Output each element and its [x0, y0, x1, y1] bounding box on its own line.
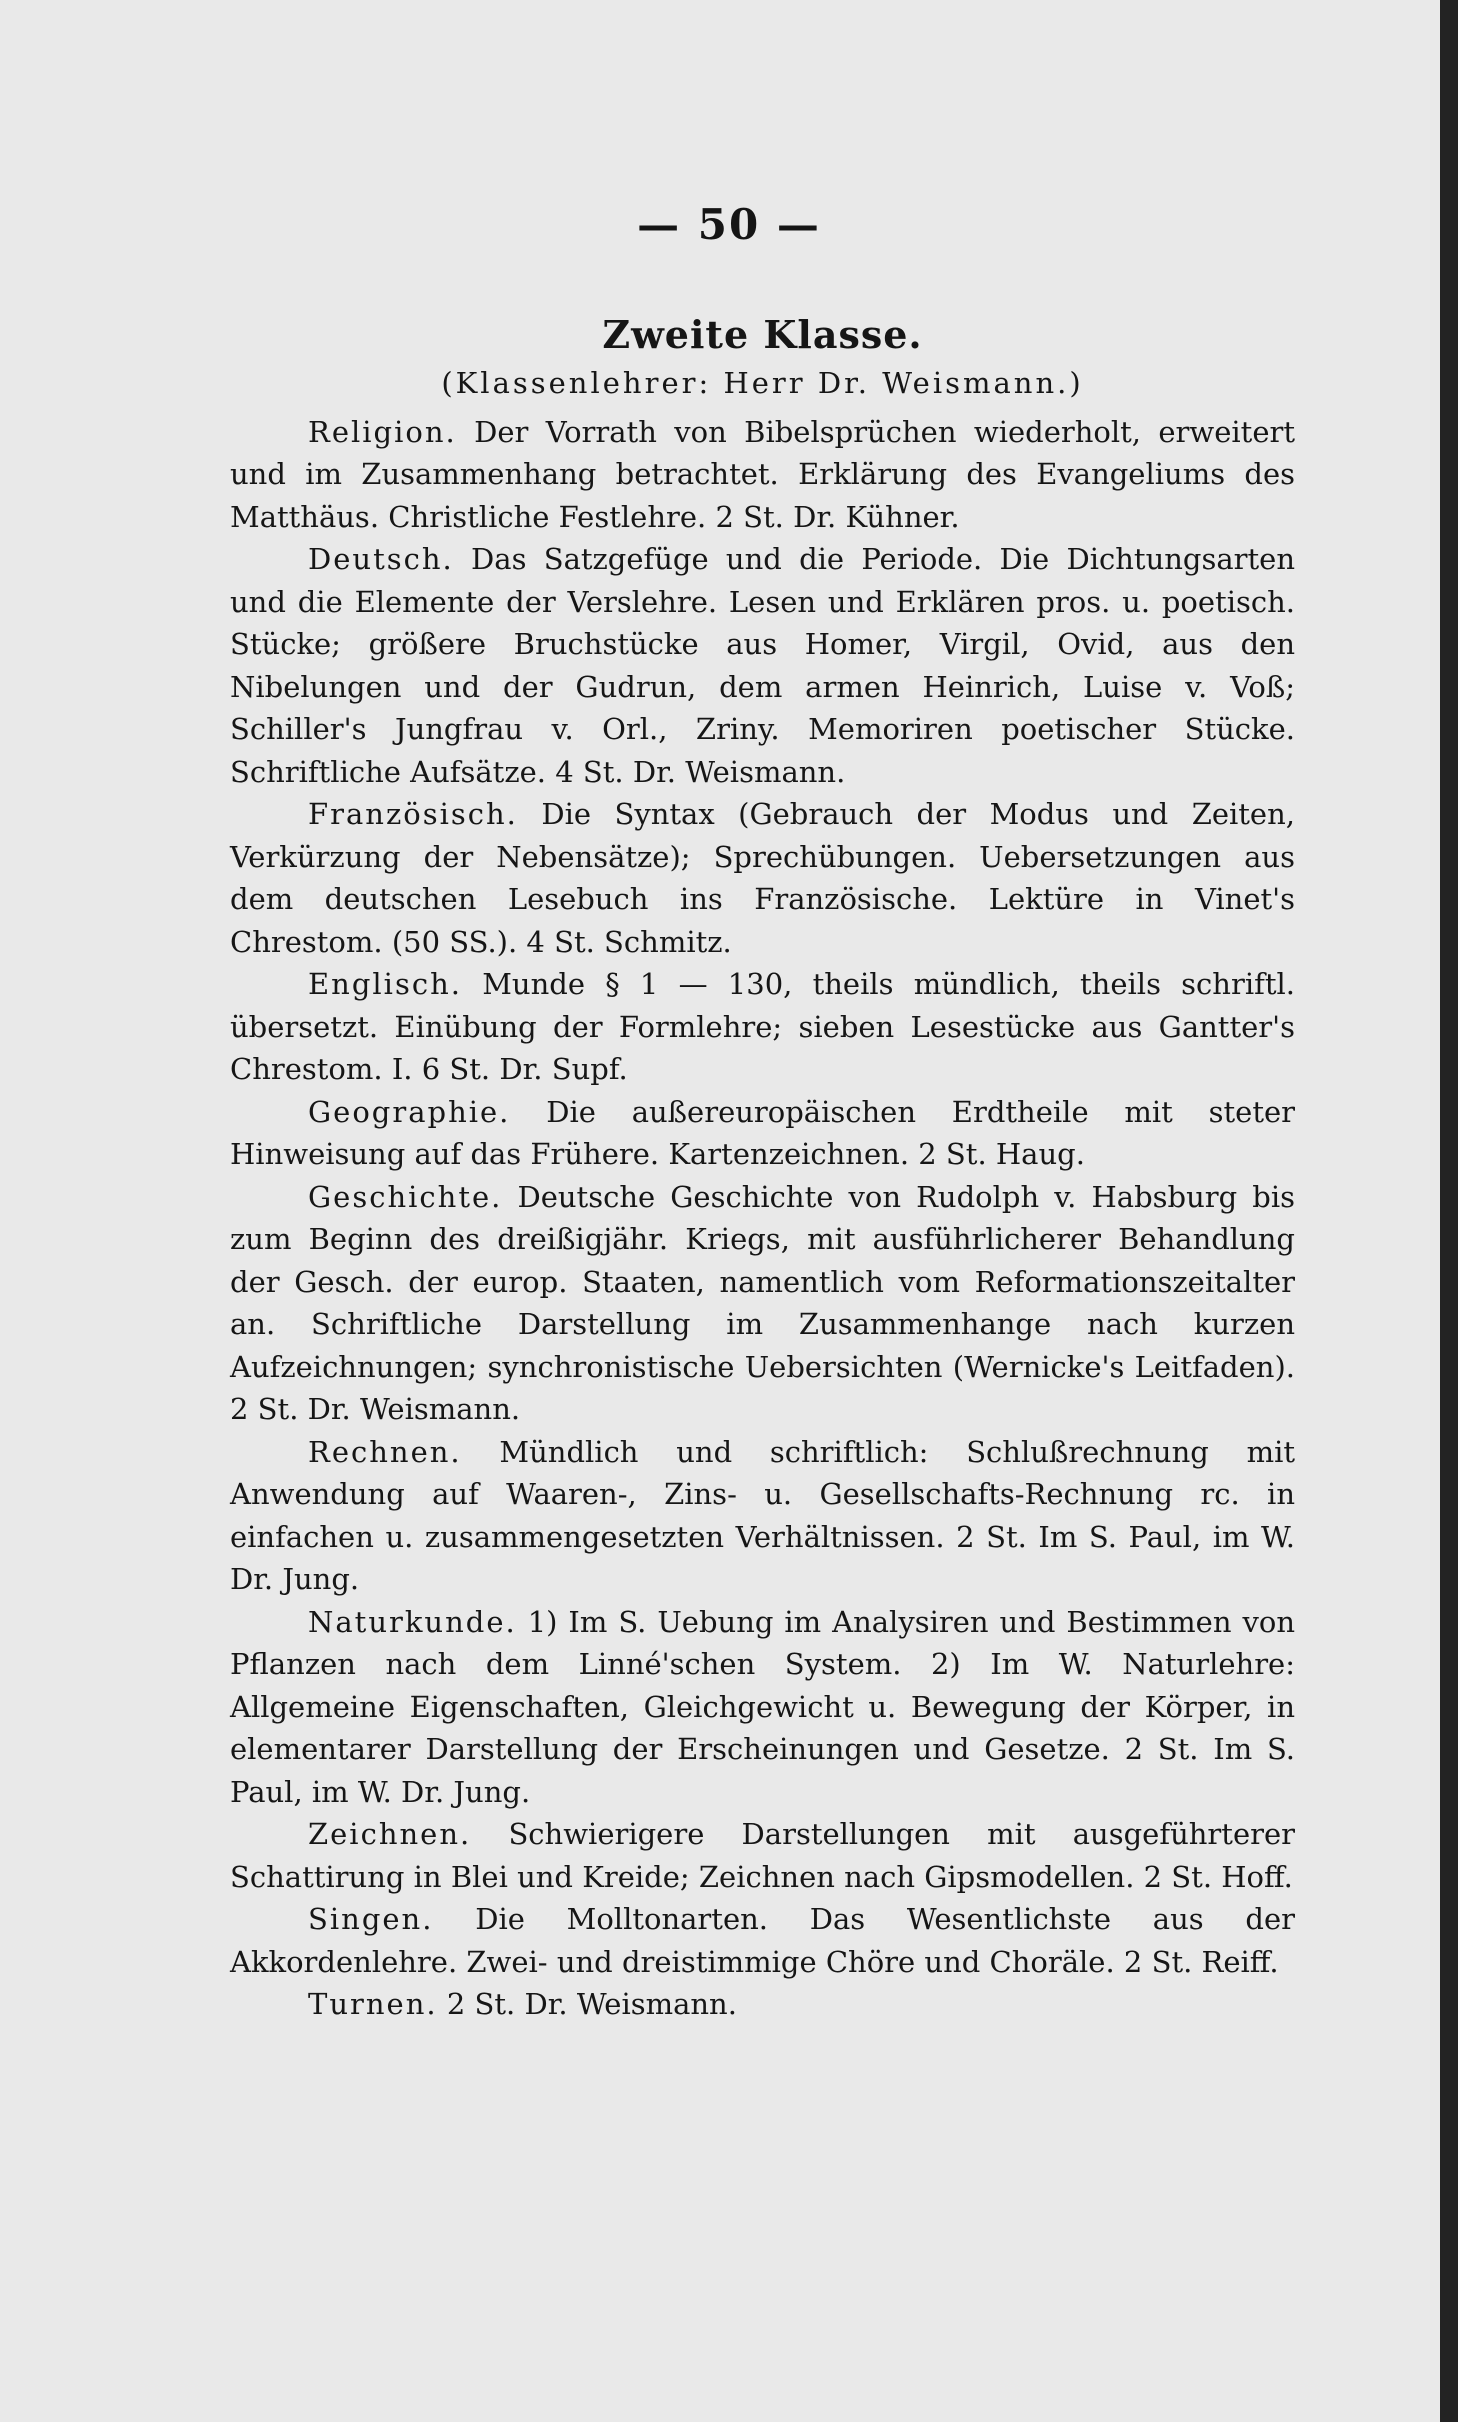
- subject-name: Naturkunde.: [308, 1604, 517, 1639]
- subject-geschichte: [230, 1176, 1295, 1431]
- subject-text: Mündlich und schriftlich: Schlußrechnung mit Anwendung auf Waaren-, Zins- u. Gesellschafts-Rechnung rc. in einfachen u. zusammengesetzten Verhältnissen. 2 St. Im S. Paul, im W. Dr. Jung.: [230, 1434, 1296, 1596]
- subject-name: Rechnen.: [308, 1434, 462, 1469]
- subject-singen: [230, 1898, 1295, 1983]
- subject-englisch: [230, 963, 1295, 1091]
- subject-naturkunde: [230, 1601, 1295, 1814]
- subject-name: Singen.: [308, 1902, 434, 1936]
- subject-name: Geographie.: [308, 1094, 511, 1129]
- subject-deutsch: [230, 538, 1295, 793]
- section-title: Zweite Klasse.: [602, 312, 923, 357]
- subject-rechnen: [230, 1431, 1295, 1601]
- subject-name: Religion.: [308, 414, 457, 449]
- subject-text: 2 St. Dr. Weismann.: [446, 1987, 737, 2021]
- subject-zeichnen: [230, 1813, 1295, 1898]
- page-edge: [1440, 0, 1458, 2422]
- subject-turnen: [230, 1983, 1295, 2026]
- subject-text: Deutsche Geschichte von Rudolph v. Habsburg bis zum Beginn des dreißigjähr. Kriegs, mit ausführlicherer Behandlung der Gesch. der europ. Staaten, namentlich vom Reformationszeitalter an. Schriftliche Darstellung im Zusammenhange nach kurzen Aufzeichnungen; synchronistische Uebersichten (Wernicke's Leitfaden). 2 St. Dr. Weismann.: [230, 1179, 1295, 1426]
- text-block: [230, 308, 1295, 2026]
- subject-name: Deutsch.: [308, 542, 454, 576]
- subject-text: Der Vorrath von Bibelsprüchen wiederholt, erweitert und im Zusammenhang betrachtet. Erklärung des Evangeliums des Matthäus. Christliche Festlehre. 2 St. Dr. Kühner.: [230, 414, 1296, 534]
- subject-name: Englisch.: [308, 967, 462, 1001]
- subject-text: Die außereuropäischen Erdtheile mit steter Hinweisung auf das Frühere. Kartenzeichnen. 2 St. Haug.: [230, 1094, 1296, 1171]
- subject-text: 1) Im S. Uebung im Analysiren und Bestimmen von Pflanzen nach dem Linné'schen System. 2) Im W. Naturlehre: Allgemeine Eigenschaften, Gleichgewicht u. Bewegung der Körper, in elementarer Darstellung der Erscheinungen und Gesetze. 2 St. Im S. Paul, im W. Dr. Jung.: [230, 1604, 1295, 1809]
- subject-text: Munde § 1 — 130, theils mündlich, theils schriftl. übersetzt. Einübung der Formlehre; sieben Lesestücke aus Gantter's Chrestom. I. 6 St. Dr. Supf.: [230, 967, 1295, 1086]
- subject-name: Französisch.: [308, 797, 518, 831]
- page-number: — 50 —: [637, 200, 821, 249]
- subject-religion: [230, 411, 1295, 539]
- subject-text: Schwierigere Darstellungen mit ausgeführterer Schattirung in Blei und Kreide; Zeichnen nach Gipsmodellen. 2 St. Hoff.: [230, 1817, 1295, 1894]
- subject-text: Das Satzgefüge und die Periode. Die Dichtungsarten und die Elemente der Verslehre. Lesen und Erklären pros. u. poetisch. Stücke; größere Bruchstücke aus Homer, Virgil, Ovid, aus den Nibelungen und der Gudrun, dem armen Heinrich, Luise v. Voß; Schiller's Jungfrau v. Orl., Zriny. Memoriren poetischer Stücke. Schriftliche Aufsätze. 4 St. Dr. Weismann.: [230, 542, 1296, 789]
- subject-name: Zeichnen.: [308, 1817, 472, 1851]
- subject-text: Die Molltonarten. Das Wesentlichste aus der Akkordenlehre. Zwei- und dreistimmige Chöre und Choräle. 2 St. Reiff.: [230, 1902, 1295, 1979]
- subject-name: Geschichte.: [308, 1179, 503, 1214]
- subject-geographie: [230, 1091, 1295, 1176]
- subject-name: Turnen.: [308, 1987, 438, 2021]
- class-teacher: (Klassenlehrer: Herr Dr. Weismann.): [441, 366, 1084, 400]
- subject-franzoesisch: [230, 793, 1295, 963]
- subject-text: Die Syntax (Gebrauch der Modus und Zeiten, Verkürzung der Nebensätze); Sprechübungen. Uebersetzungen aus dem deutschen Lesebuch ins Französische. Lektüre in Vinet's Chrestom. (50 SS.). 4 St. Schmitz.: [230, 797, 1295, 959]
